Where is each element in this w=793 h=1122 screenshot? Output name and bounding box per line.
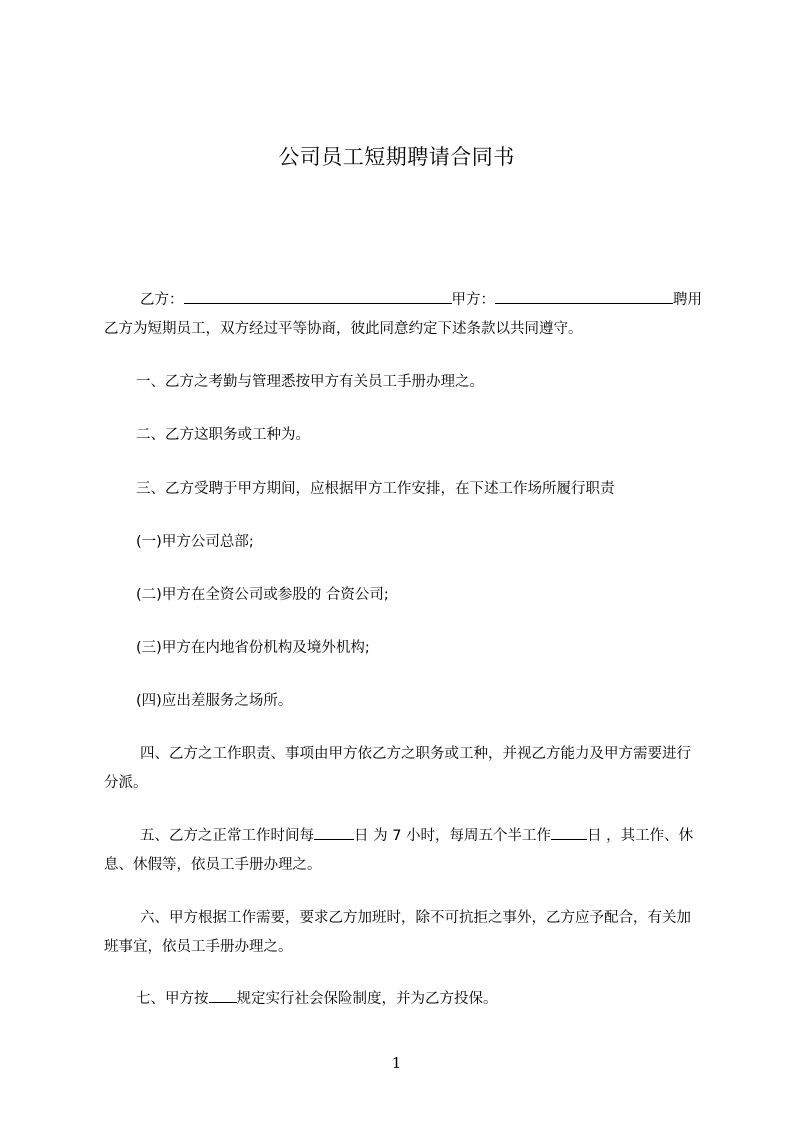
subclause-3: (三)甲方在内地省份机构及境外机构; bbox=[136, 640, 370, 656]
clause-5-part-a: 五、乙方之正常工作时间每 bbox=[140, 828, 314, 844]
clause-5 bbox=[104, 822, 704, 880]
clause-3: 三、乙方受聘于甲方期间，应根据甲方工作安排，在下述工作场所履行职责 bbox=[136, 481, 615, 497]
clause-7 bbox=[104, 985, 704, 1014]
clause-7-part-a: 七、甲方按 bbox=[136, 991, 209, 1007]
clause-1: 一、乙方之考勤与管理悉按甲方有关员工手册办理之。 bbox=[136, 374, 484, 390]
subclause-2: (二)甲方在全资公司或参股的 合资公司; bbox=[136, 587, 389, 603]
party-a-blank bbox=[495, 288, 673, 304]
subclause-1: (一)甲方公司总部; bbox=[136, 534, 254, 550]
clause-2: 二、乙方这职务或工种为。 bbox=[136, 427, 310, 443]
party-b-label: 乙方： bbox=[140, 292, 184, 308]
intro-text: 聘用乙方为短期员工，双方经过平等协商，彼此同意约定下述条款以共同遵守。 bbox=[104, 292, 702, 337]
page-number: 1 bbox=[391, 1054, 402, 1072]
clause-5-part-c: 日 ，其工作、休息、休假等，依员工手册办理之。 bbox=[104, 828, 694, 873]
clause-6: 六、甲方根据工作需要，要求乙方加班时，除不可抗拒之事外，乙方应予配合，有关加班事宜，依员工手册办理之。 bbox=[104, 910, 691, 955]
clause-7-part-b: 规定实行社会保险制度，并为乙方投保。 bbox=[236, 991, 498, 1007]
workdays-blank bbox=[314, 824, 354, 840]
halfdays-blank bbox=[551, 824, 587, 840]
subclause-4: (四)应出差服务之场所。 bbox=[136, 693, 293, 709]
party-b-blank bbox=[184, 288, 452, 304]
intro-paragraph bbox=[104, 286, 704, 344]
party-a-label: 甲方： bbox=[451, 292, 495, 308]
clause-4: 四、乙方之工作职责、事项由甲方依乙方之职务或工种，并视乙方能力及甲方需要进行分派。 bbox=[104, 746, 691, 791]
clause-5-part-b: 日 为 7 小时，每周五个半工作 bbox=[354, 828, 552, 844]
regulation-blank bbox=[209, 987, 237, 1003]
document-title: 公司员工短期聘请合同书 bbox=[278, 145, 515, 169]
